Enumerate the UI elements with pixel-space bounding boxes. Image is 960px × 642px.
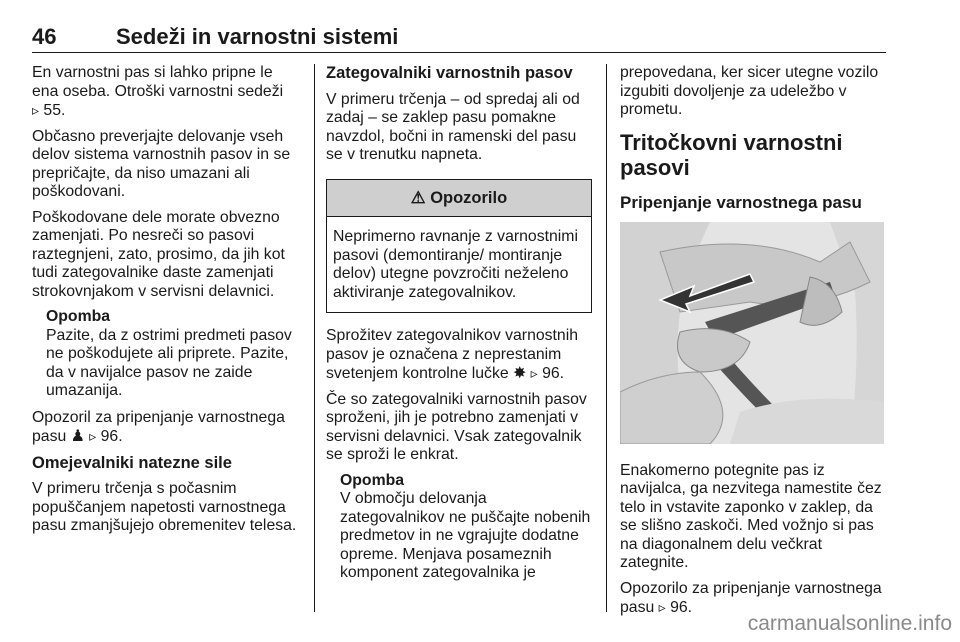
- page-ref-icon: ▹: [530, 365, 538, 381]
- seatbelt-warning-icon: ♟: [70, 428, 85, 445]
- warning-text: Neprimerno ravnanje z varnostnimi pasovi (demontiranje/ montiranje delov) utegne povzročiti neželeno aktiviranje zategovalnikov.: [333, 228, 578, 301]
- warning-box: [326, 179, 592, 314]
- paragraph: prepovedana, ker sicer utegne vozilo izgubiti dovoljenje za udeležbo v prometu.: [620, 64, 879, 118]
- note-label: Opomba: [340, 471, 405, 489]
- note-text: Pazite, da z ostrimi predmeti pasov ne poškodujete ali priprete. Pazite, da v navijalce pasov ne zaide umazanija.: [46, 326, 292, 399]
- column-2: [326, 64, 592, 591]
- column-3: [620, 64, 888, 625]
- page-ref[interactable]: 55.: [43, 102, 66, 119]
- heading: Tritočkovni varnostni pasovi: [620, 129, 843, 180]
- paragraph: Opozorilo za pripenjanje varnostnega pasu ▹ 96.: [620, 579, 882, 616]
- seatbelt-illustration: [620, 222, 884, 444]
- page-ref-icon: ▹: [658, 599, 666, 615]
- page-ref-icon: ▹: [89, 428, 97, 444]
- column-divider: [314, 64, 315, 612]
- airbag-indicator-icon: ✸: [513, 365, 527, 382]
- warning-header: ⚠ Opozorilo: [327, 180, 591, 218]
- page-ref-icon: ▹: [32, 102, 40, 118]
- subheading: Zategovalniki varnostnih pasov: [326, 64, 573, 82]
- note: [326, 472, 592, 583]
- paragraph: V primeru trčenja s počasnim popuščanjem napetosti varnostnega pasu zmanjšujejo obremenitev telesa.: [32, 480, 297, 534]
- note: [32, 308, 302, 401]
- paragraph: Enakomerno potegnite pas iz navijalca, ga nezvitega namestite čez telo in vstavite zaponko v zaklep, da se slišno zaskoči. Med vožnjo si pas na diagonalnem delu večkrat zategnite.: [620, 461, 882, 571]
- paragraph: En varnostni pas si lahko pripne le ena oseba. Otroški varnostni sedeži ▹ 55.: [32, 64, 284, 119]
- paragraph: Občasno preverjajte delovanje vseh delov sistema varnostnih pasov in se prepričajte, da niso umazani ali poškodovani.: [32, 127, 291, 200]
- paragraph: V primeru trčenja – od spredaj ali od zadaj – se zaklep pasu pomakne navzdol, bočni in ramenski del pasu se v trenutku napneta.: [326, 90, 580, 163]
- page-ref[interactable]: 96.: [670, 599, 693, 616]
- note-text: V območju delovanja zategovalnikov ne puščajte nobenih predmetov in ne vgrajujte dodatne opreme. Menjava posameznih komponent zategovalnika je: [340, 490, 591, 581]
- paragraph: Če so zategovalniki varnostnih pasov sproženi, jih je potrebno zamenjati v servisni delavnici. Vsak zategovalnik se sproži le enkrat.: [326, 390, 587, 463]
- subheading: Pripenjanje varnostnega pasu: [620, 192, 862, 212]
- section-title: Sedeži in varnostni sistemi: [116, 24, 399, 49]
- note-label: Opomba: [46, 308, 111, 325]
- paragraph: Opozoril za pripenjanje varnostnega pasu ♟ ▹ 96.: [32, 408, 285, 445]
- page-number: 46: [32, 24, 57, 49]
- column-1: [32, 64, 302, 543]
- watermark: carmanualsonline.info: [747, 612, 952, 635]
- warning-triangle-icon: ⚠: [410, 188, 426, 207]
- subheading: Omejevalniki natezne sile: [32, 453, 232, 472]
- paragraph: Sprožitev zategovalnikov varnostnih pasov je označena z neprestanim svetenjem kontrolne lučke ✸ ▹ 96.: [326, 327, 579, 382]
- column-divider: [606, 64, 607, 612]
- page-ref[interactable]: 96.: [542, 365, 565, 382]
- page-header: [32, 24, 886, 53]
- paragraph: Poškodovane dele morate obvezno zamenjati. Po nesreči so pasovi raztegnjeni, zato, prosimo, da jih kot tudi zategovalnike daste zamenjati strokovnjakom v servisni delavnici.: [32, 208, 285, 300]
- page-ref[interactable]: 96.: [100, 428, 123, 445]
